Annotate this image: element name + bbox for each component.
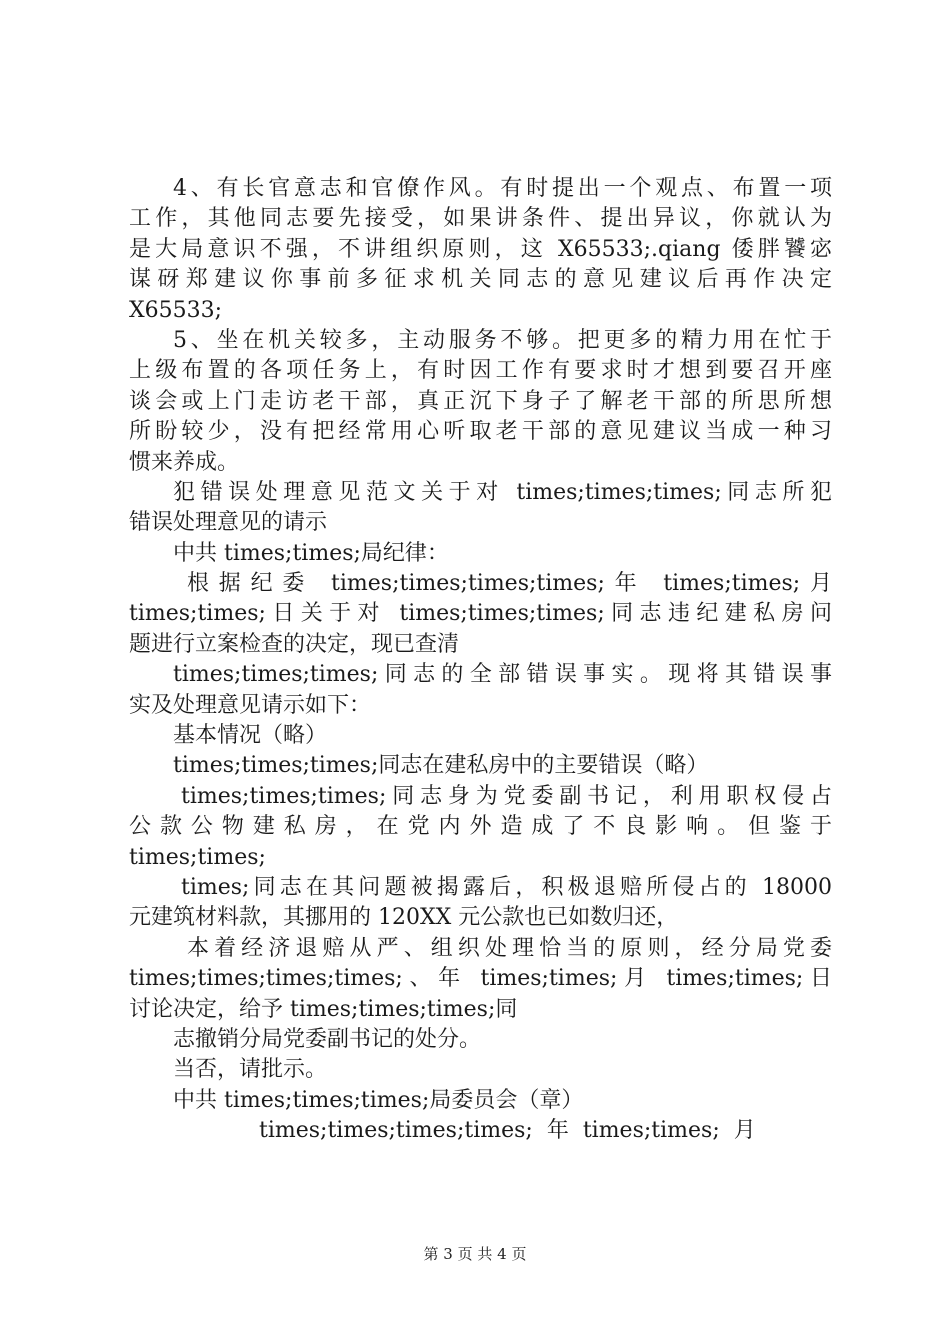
document-body — [129, 174, 832, 1147]
paragraph-line: 讨论决定，给予 times;times;times;同 — [129, 996, 518, 1022]
paragraph-line: 犯错误处理意见范文关于对 times;times;times;同志所犯 — [173, 479, 832, 505]
paragraph-line: 惯来养成。 — [129, 449, 240, 475]
paragraph-line: 4、有长官意志和官僚作风。有时提出一个观点、布置一项 — [173, 176, 832, 201]
paragraph-line: 当否，请批示。 — [173, 1057, 328, 1083]
paragraph-line: 题进行立案检查的决定，现已查清 — [129, 631, 460, 657]
paragraph-line: 上级布置的各项任务上，有时因工作有要求时才想到要召开座 — [129, 358, 832, 384]
paragraph-line: 所盼较少，没有把经常用心听取老干部的意见建议当成一种习 — [129, 419, 832, 445]
paragraph-line: 元建筑材料款，其挪用的 120XX 元公款也已如数归还， — [129, 905, 679, 931]
paragraph-line: X65533; — [129, 297, 223, 323]
paragraph-line: 谈会或上门走访老干部，真正沉下身子了解老干部的所思所想 — [129, 388, 832, 414]
paragraph-line: 谋砑郑建议你事前多征求机关同志的意见建议后再作决定 — [129, 267, 832, 293]
paragraph-line: 中共 times;times;times;局委员会（章） — [173, 1087, 584, 1113]
paragraph-line: times;times;日关于对 times;times;times;同志违纪建私房问 — [129, 601, 832, 627]
paragraph-line: times;times;times;同志的全部错误事实。现将其错误事 — [173, 662, 832, 688]
paragraph-line: 中共 times;times;局纪律： — [173, 540, 449, 566]
paragraph-line: 基本情况（略） — [173, 723, 328, 749]
paragraph-line: 根据纪委 times;times;times;times;年 times;times;月 — [187, 571, 832, 597]
paragraph-line: 错误处理意见的请示 — [129, 510, 328, 536]
paragraph-line: 本着经济退赔从严、组织处理恰当的原则，经分局党委 — [187, 935, 832, 961]
paragraph-line: times;times;times;times;、年 times;times;月 times;times;日 — [129, 966, 832, 992]
paragraph-line: times;times; — [129, 844, 266, 870]
paragraph-line: 是大局意识不强，不讲组织原则，这 X65533;.qiang 倭胖饕宓 — [129, 236, 832, 262]
paragraph-line: 公款公物建私房，在党内外造成了不良影响。但鉴于 — [129, 814, 832, 840]
paragraph-line: 实及处理意见请示如下： — [129, 692, 372, 718]
paragraph-line: times;times;times;同志身为党委副书记，利用职权侵占 — [181, 783, 832, 809]
paragraph-line: times;times;times;同志在建私房中的主要错误（略） — [173, 753, 709, 779]
page-number: 第 3 页 共 4 页 — [423, 1245, 527, 1263]
paragraph-line: 志撤销分局党委副书记的处分。 — [173, 1026, 482, 1052]
paragraph-line: 工作，其他同志要先接受，如果讲条件、提出异议，你就认为 — [129, 206, 832, 232]
paragraph-line: 5、坐在机关较多，主动服务不够。把更多的精力用在忙于 — [173, 327, 832, 353]
date-line: times;times;times;times; 年 times;times; 月 — [259, 1118, 756, 1144]
paragraph-line: times;同志在其问题被揭露后，积极退赔所侵占的 18000 — [181, 874, 832, 900]
